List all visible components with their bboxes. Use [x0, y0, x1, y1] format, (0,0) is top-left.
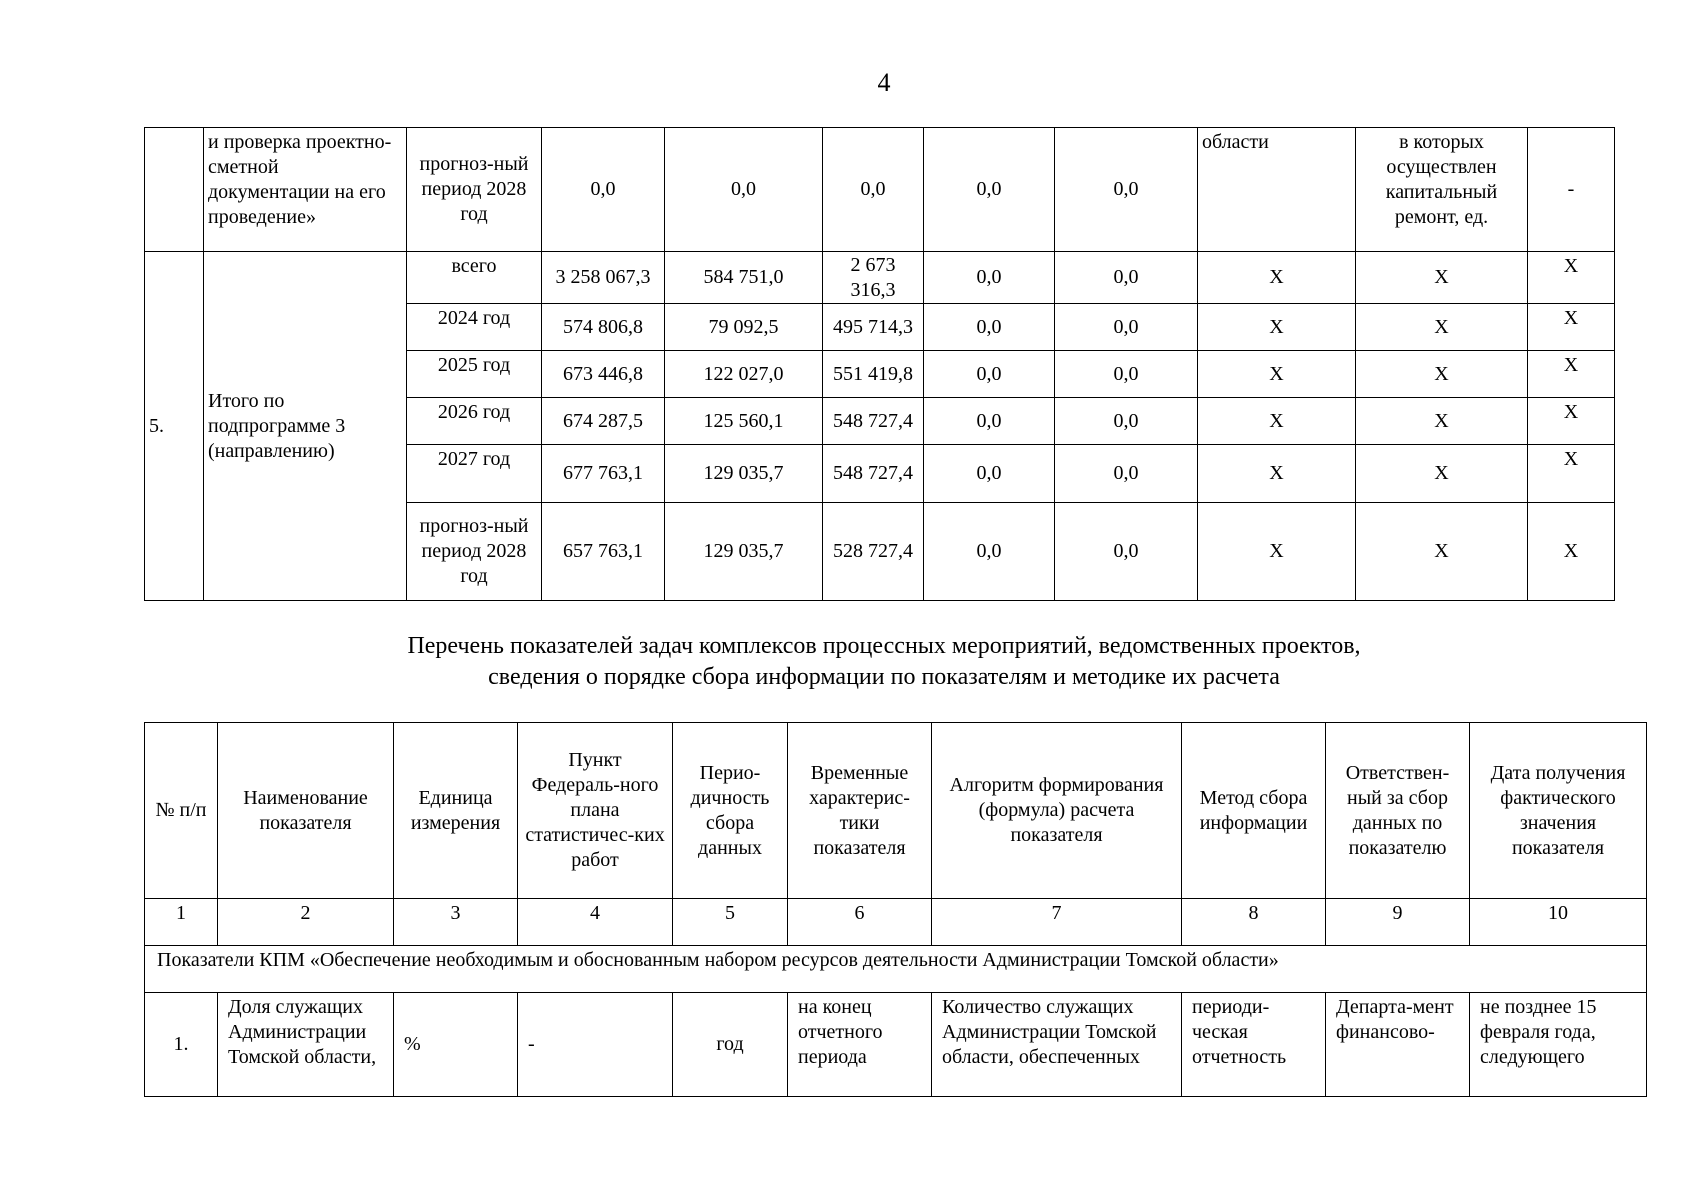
table-cell: 551 419,8 — [823, 351, 924, 398]
row-name: Итого по подпрограмме 3 (направлению) — [204, 252, 407, 601]
column-number: 1 — [145, 899, 218, 946]
column-number: 5 — [673, 899, 788, 946]
column-header: Единица измерения — [394, 723, 518, 899]
table-cell: 2 673 316,3 — [823, 252, 924, 304]
table-cell: 0,0 — [1055, 304, 1198, 351]
column-header: Ответствен-ный за сбор данных по показателю — [1326, 723, 1470, 899]
column-header: Временные характерис-тики показателя — [788, 723, 932, 899]
section-row — [145, 946, 1647, 993]
column-number: 6 — [788, 899, 932, 946]
section-title: Показатели КПМ «Обеспечение необходимым и обоснованным набором ресурсов деятельности Администрации Томской области» — [145, 946, 1647, 993]
table-cell: X — [1198, 351, 1356, 398]
funding-table — [144, 127, 1615, 601]
table-cell: 0,0 — [1055, 398, 1198, 445]
table-cell: Департа-мент финансово- — [1326, 993, 1470, 1097]
column-header: Пункт Федераль-ного плана статистичес-ких работ — [518, 723, 673, 899]
table-cell: 0,0 — [924, 304, 1055, 351]
table-cell: периоди-ческая отчетность — [1182, 993, 1326, 1097]
table-cell: 657 763,1 — [542, 503, 665, 601]
table-cell: 0,0 — [1055, 445, 1198, 503]
table-cell — [932, 993, 1182, 1097]
table-cell: 584 751,0 — [665, 252, 823, 304]
table-cell: X — [1528, 252, 1615, 304]
table-cell: 2025 год — [407, 351, 542, 398]
table-cell: 574 806,8 — [542, 304, 665, 351]
table-cell: 129 035,7 — [665, 503, 823, 601]
table-cell: 0,0 — [1055, 252, 1198, 304]
column-number: 8 — [1182, 899, 1326, 946]
column-header: Алгоритм формирования (формула) расчета показателя — [932, 723, 1182, 899]
column-header: Метод сбора информации — [1182, 723, 1326, 899]
header-row — [145, 723, 1647, 899]
table-cell: X — [1528, 304, 1615, 351]
table-cell: 0,0 — [542, 128, 665, 252]
table-cell: 2027 год — [407, 445, 542, 503]
table-cell: X — [1356, 398, 1528, 445]
column-number: 3 — [394, 899, 518, 946]
table-cell: области — [1198, 128, 1356, 252]
table-cell: 2026 год — [407, 398, 542, 445]
table-cell: 2024 год — [407, 304, 542, 351]
table-cell: X — [1528, 445, 1615, 503]
table-cell: 528 727,4 — [823, 503, 924, 601]
table-cell: 548 727,4 — [823, 398, 924, 445]
table-cell: 0,0 — [924, 398, 1055, 445]
table-cell: 0,0 — [1055, 351, 1198, 398]
column-number: 4 — [518, 899, 673, 946]
table-cell: 0,0 — [665, 128, 823, 252]
table-cell: и проверка проектно-сметной документации на его проведение» — [204, 128, 407, 252]
table-cell: X — [1198, 445, 1356, 503]
indicators-table — [144, 722, 1647, 1097]
table-cell: всего — [407, 252, 542, 304]
column-number-row — [145, 899, 1647, 946]
table-cell: 677 763,1 — [542, 445, 665, 503]
table-cell: 122 027,0 — [665, 351, 823, 398]
section-heading-line-1: Перечень показателей задач комплексов процессных мероприятий, ведомственных проектов, — [407, 633, 1361, 659]
table-cell: 129 035,7 — [665, 445, 823, 503]
table-cell: - — [1528, 128, 1615, 252]
column-header: Наименование показателя — [218, 723, 394, 899]
table-cell: 0,0 — [823, 128, 924, 252]
table-cell: 0,0 — [924, 252, 1055, 304]
table-cell — [1470, 993, 1647, 1097]
table-cell: 674 287,5 — [542, 398, 665, 445]
table-cell: прогноз-ный период 2028 год — [407, 128, 542, 252]
table-cell — [145, 128, 204, 252]
table-cell: 0,0 — [924, 128, 1055, 252]
table-cell: 0,0 — [924, 503, 1055, 601]
column-number: 10 — [1470, 899, 1647, 946]
table-cell: 3 258 067,3 — [542, 252, 665, 304]
section-heading-line-2: сведения о порядке сбора информации по показателям и методике их расчета — [488, 664, 1280, 690]
algorithm-text: Количество служащих Администрации Томской области, обеспеченных — [942, 996, 1157, 1068]
indicator-name: Доля служащих Администрации Томской области, — [228, 996, 377, 1068]
column-header: № п/п — [145, 723, 218, 899]
table-cell: 548 727,4 — [823, 445, 924, 503]
table-row — [145, 993, 1647, 1097]
date-text: не позднее 15 февраля года, следующего — [1480, 996, 1597, 1068]
table-row — [145, 128, 1615, 252]
table-cell: X — [1528, 351, 1615, 398]
table-cell: X — [1356, 503, 1528, 601]
table-cell: X — [1198, 304, 1356, 351]
row-number: 5. — [145, 252, 204, 601]
table-cell: X — [1356, 252, 1528, 304]
table-cell: 0,0 — [1055, 503, 1198, 601]
table-cell: 673 446,8 — [542, 351, 665, 398]
table-cell: год — [673, 993, 788, 1097]
table-cell: в которых осуществлен капитальный ремонт, ед. — [1356, 128, 1528, 252]
table-row — [145, 252, 1615, 304]
table-cell: 495 714,3 — [823, 304, 924, 351]
table-cell: 79 092,5 — [665, 304, 823, 351]
table-cell — [218, 993, 394, 1097]
table-cell: X — [1356, 351, 1528, 398]
table-cell: 0,0 — [924, 351, 1055, 398]
table-cell: - — [518, 993, 673, 1097]
table-cell: 1. — [145, 993, 218, 1097]
column-number: 2 — [218, 899, 394, 946]
column-number: 9 — [1326, 899, 1470, 946]
table-cell: X — [1528, 398, 1615, 445]
table-cell: 0,0 — [1055, 128, 1198, 252]
table-cell: X — [1356, 445, 1528, 503]
table-cell: X — [1198, 252, 1356, 304]
table-cell: прогноз-ный период 2028 год — [407, 503, 542, 601]
table-cell: X — [1356, 304, 1528, 351]
column-header: Дата получения фактического значения показателя — [1470, 723, 1647, 899]
table-cell: X — [1528, 503, 1615, 601]
column-number: 7 — [932, 899, 1182, 946]
table-cell: X — [1198, 503, 1356, 601]
table-cell: 125 560,1 — [665, 398, 823, 445]
page-number: 4 — [877, 68, 891, 97]
table-cell: на конец отчетного периода — [788, 993, 932, 1097]
table-cell: % — [394, 993, 518, 1097]
table-cell: X — [1198, 398, 1356, 445]
table-cell: 0,0 — [924, 445, 1055, 503]
column-header: Перио-дичность сбора данных — [673, 723, 788, 899]
